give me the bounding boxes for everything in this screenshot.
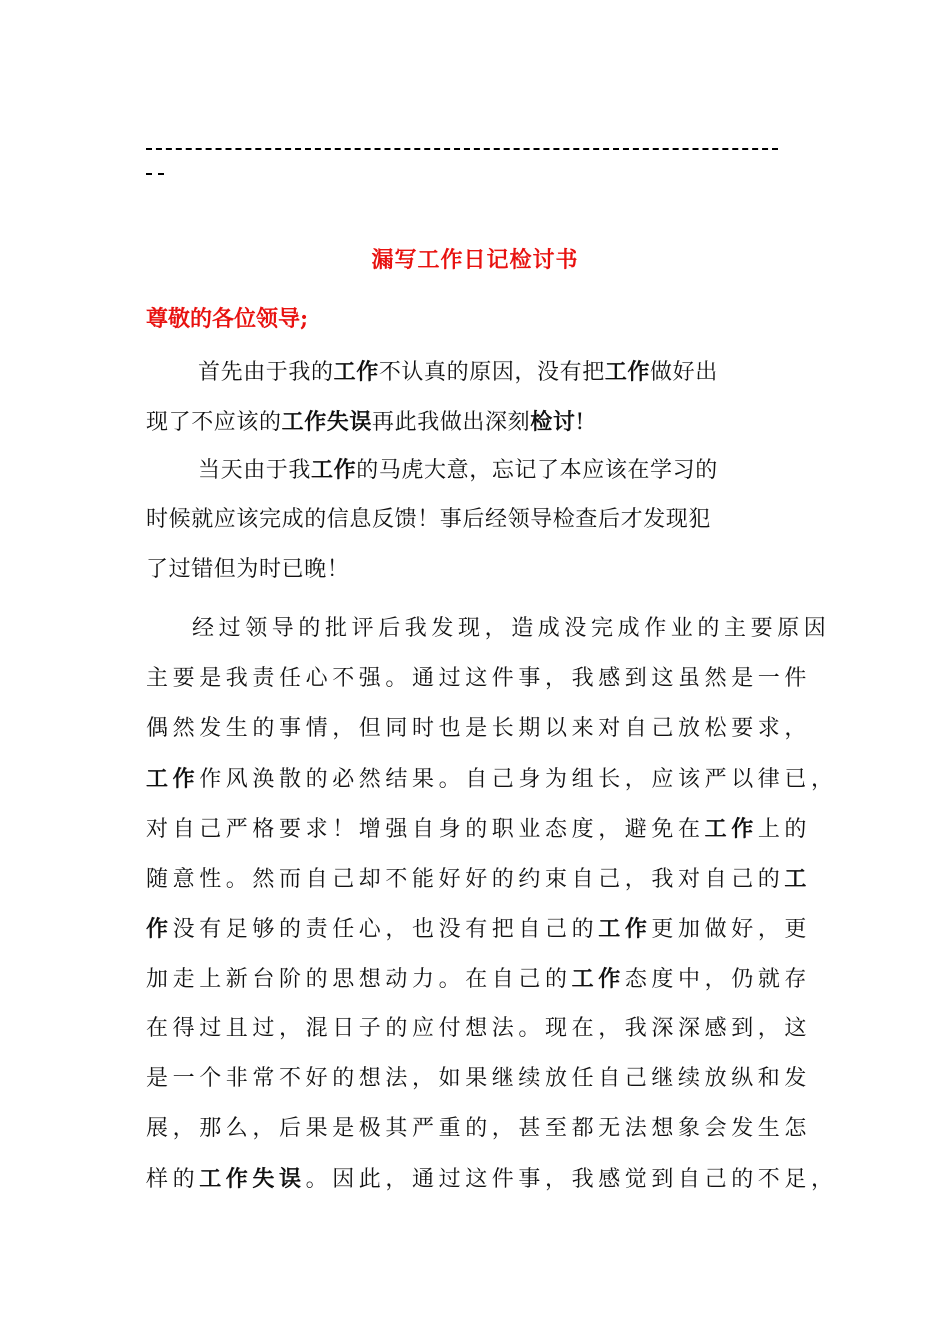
text-run: 上的	[757, 817, 812, 842]
paragraph3-line	[146, 1062, 811, 1096]
bold-keyword: 工作	[146, 766, 200, 792]
paragraph1-line	[198, 355, 718, 390]
text-run: 。因此，通过这件事，我感觉到自己的不足，	[305, 1167, 838, 1192]
text-run: 是一个非常不好的想法，如果继续放任自己继续放纵和发	[146, 1066, 812, 1091]
text-run: 没有足够的责任心，也没有把自己的	[172, 917, 599, 942]
salutation: 尊敬的各位领导;	[146, 306, 309, 332]
text-run: 偶然发生的事情，但同时也是长期以来对自己放松要求，	[146, 716, 812, 741]
text-run: 样的	[146, 1167, 200, 1192]
text-run: 了过错但为时已晚！	[146, 557, 350, 582]
text-run: !	[575, 410, 585, 435]
text-run: 当天由于我	[198, 458, 312, 483]
bold-keyword: 作	[146, 916, 173, 942]
top-dash-rule	[146, 148, 778, 150]
paragraph2-line	[198, 453, 718, 488]
text-run: 加走上新台阶的思想动力。在自己的	[146, 967, 572, 992]
text-run: 展，那么，后果是极其严重的，甚至都无法想象会发生怎	[146, 1116, 812, 1141]
bold-keyword: 工作失误	[199, 1166, 306, 1192]
paragraph3-line	[146, 912, 811, 947]
document-title: 漏写工作日记检讨书	[371, 247, 579, 273]
bold-keyword: 工作	[704, 816, 758, 842]
text-run: 做好出	[650, 360, 718, 385]
bold-keyword: 工作	[604, 359, 651, 385]
text-run: 不认真的原因，没有把	[378, 360, 605, 385]
text-run: 的马虎大意，忘记了本应该在学习的	[356, 458, 718, 483]
bold-keyword: 检讨	[530, 409, 576, 435]
text-run: 首先由于我的	[198, 360, 334, 385]
text-run: 态度中，仍就存	[624, 967, 812, 992]
paragraph1-line	[146, 405, 585, 440]
bold-keyword: 工作	[598, 916, 652, 942]
paragraph3-line	[192, 612, 830, 646]
text-run: 时候就应该完成的信息反馈！事后经领导检查后才发现犯	[146, 507, 712, 532]
bold-keyword: 工	[784, 866, 812, 892]
paragraph3-line	[146, 812, 811, 847]
bold-keyword: 工作	[333, 359, 379, 385]
text-run: 作风涣散的必然结果。自己身为组长，应该严以律已，	[199, 767, 838, 792]
paragraph3-line	[146, 1112, 811, 1146]
text-run: 随意性。然而自己却不能好好的约束自己，我对自己的	[146, 867, 785, 892]
paragraph3-line	[146, 962, 811, 997]
bold-keyword: 工作	[571, 966, 625, 992]
bold-keyword: 工作失误	[281, 409, 373, 435]
paragraph3-line	[146, 662, 811, 696]
top-dash-rule-continuation	[146, 173, 164, 175]
paragraph3-line	[146, 1012, 811, 1046]
text-run: 主要是我责任心不强。通过这件事，我感到这虽然是一件	[146, 666, 812, 691]
text-run: 在得过且过，混日子的应付想法。现在，我深深感到，这	[146, 1016, 812, 1041]
text-run: 再此我做出深刻	[372, 410, 531, 435]
paragraph3-line	[146, 762, 838, 797]
paragraph3-line	[146, 712, 811, 746]
paragraph2-line	[146, 503, 711, 537]
text-run: 经过领导的批评后我发现，造成没完成作业的主要原因	[192, 616, 831, 641]
paragraph2-line	[146, 553, 349, 587]
text-run: 现了不应该的	[146, 410, 282, 435]
paragraph3-line	[146, 862, 811, 897]
bold-keyword: 工作	[311, 457, 357, 483]
text-run: 对自己严格要求！增强自身的职业态度，避免在	[146, 817, 705, 842]
text-run: 更加做好，更	[651, 917, 812, 942]
paragraph3-line	[146, 1162, 838, 1197]
